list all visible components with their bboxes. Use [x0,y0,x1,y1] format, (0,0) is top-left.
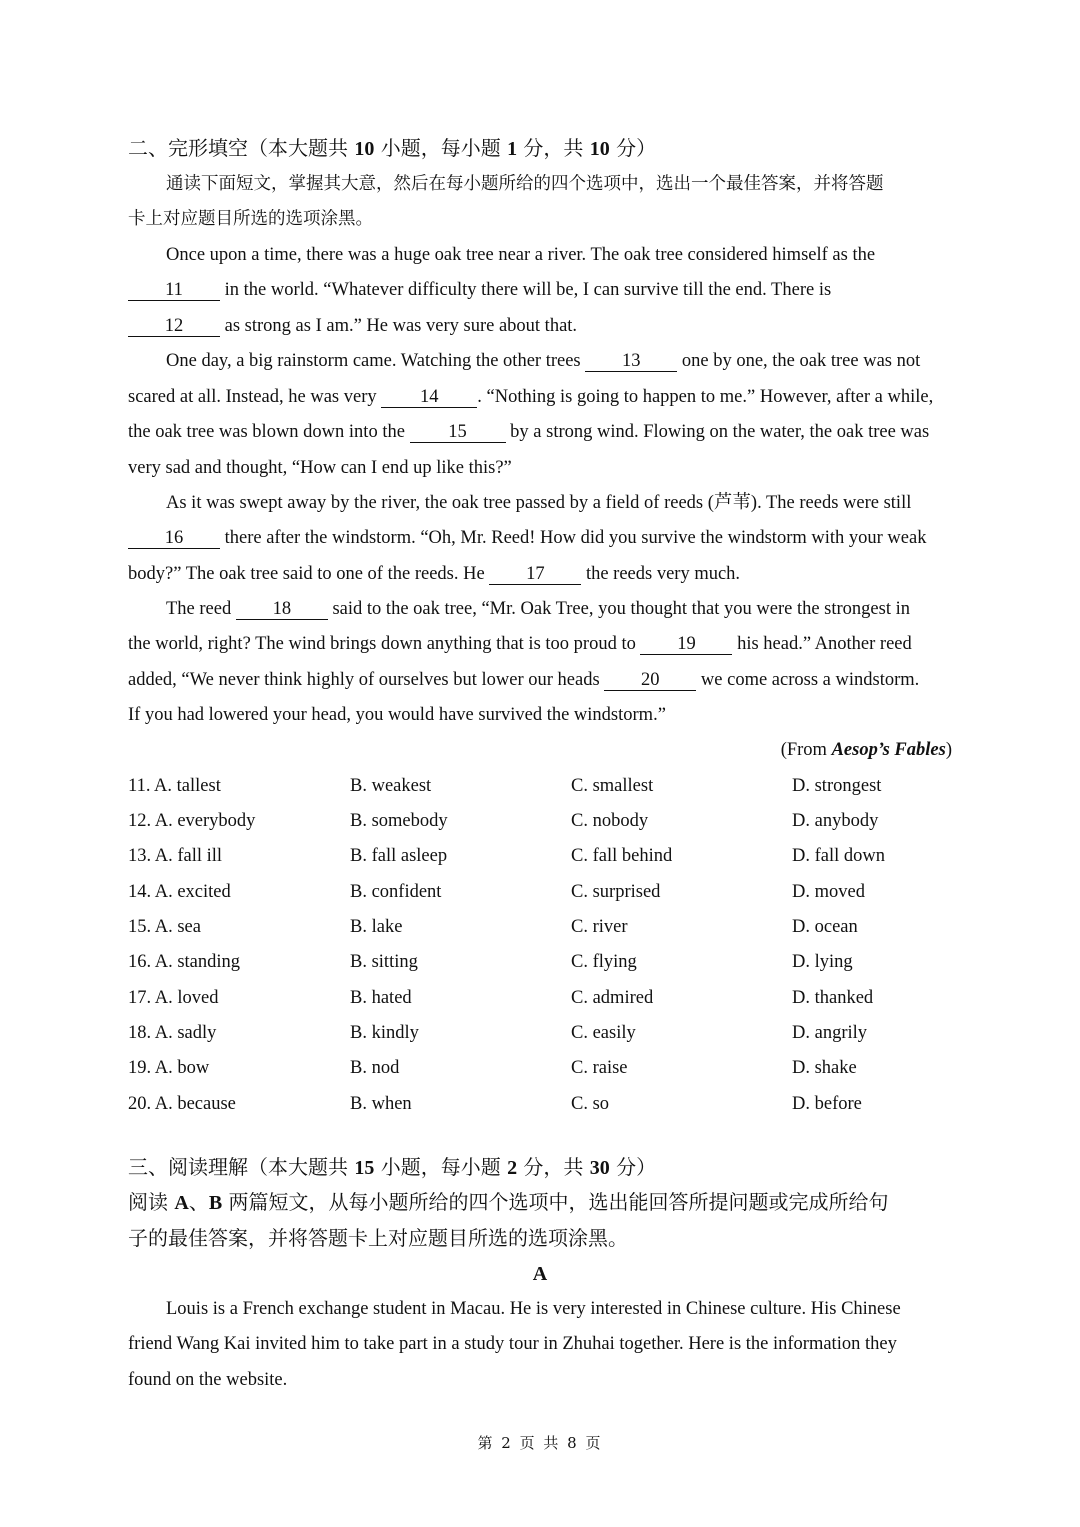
section-3-heading [128,1155,958,1180]
instruction-text: 阅读 [128,1190,175,1214]
blank-18: 18 [236,599,328,620]
passage-text: his head.” Another reed [732,634,912,654]
passage-a-line: Louis is a French exchange student in Macau. He is very interested in Chinese culture. His Chinese [166,1299,901,1319]
option-b: B. weakest [350,776,432,796]
passage-a-line: found on the website. [128,1370,288,1390]
source-text: (From [780,740,832,760]
blank-15: 15 [410,422,506,443]
option-d: D. strongest [792,776,882,796]
option-row [128,1021,958,1045]
source-title: Aesop’s Fables [831,740,946,760]
heading-text: 小题，每小题 [374,1155,508,1179]
option-d: D. ocean [792,917,858,937]
passage-a-line: friend Wang Kai invited him to take part in a study tour in Zhuhai together. Here is the information they [128,1334,897,1354]
option-b: B. kindly [350,1023,419,1043]
option-c: C. raise [571,1058,628,1078]
option-a: 14. A. excited [128,882,231,902]
option-c: C. river [571,917,628,937]
option-row [128,844,958,868]
option-b: B. lake [350,917,403,937]
heading-number: 15 [354,1157,375,1179]
section-3-instruction-line-1 [128,1190,958,1215]
option-d: D. moved [792,882,865,902]
source-text: ) [945,740,952,760]
passage-line [166,597,996,621]
instruction-letter: B [208,1192,223,1214]
heading-text: 小题，每小题 [374,136,508,160]
passage-text: as strong as I am.” He was very sure about that. [220,316,578,336]
blank-12: 12 [128,316,220,337]
option-a: 12. A. everybody [128,811,256,831]
option-b: B. somebody [350,811,448,831]
passage-text: the world, right? The wind brings down anything that is too proud to [128,634,641,654]
section-2-heading [128,136,958,161]
option-a: 13. A. fall ill [128,846,223,866]
blank-17: 17 [489,564,581,585]
passage-text: in the world. “Whatever difficulty there will be, I can survive till the end. There is [220,280,832,300]
passage-a-title: A [532,1263,548,1285]
heading-number: 2 [507,1157,518,1179]
passage-line: very sad and thought, “How can I end up like this?” [128,458,512,478]
option-a: 11. A. tallest [128,776,221,796]
blank-13: 13 [585,351,677,372]
instruction-text: 、 [188,1190,209,1214]
option-b: B. confident [350,882,442,902]
passage-text: . “Nothing is going to happen to me.” However, after a while, [477,387,934,407]
heading-number: 10 [354,138,375,160]
heading-number: 10 [589,138,610,160]
blank-14: 14 [381,387,477,408]
option-c: C. fall behind [571,846,673,866]
passage-line: If you had lowered your head, you would have survived the windstorm.” [128,705,666,725]
passage-line [128,314,958,338]
passage-line [128,632,958,656]
blank-11: 11 [128,280,220,301]
passage-line [128,385,958,409]
option-row [128,915,958,939]
heading-number: 30 [589,1157,610,1179]
instruction-text: 两篇短文，从每小题所给的四个选项中，选出能回答所提问题或完成所给句 [222,1190,889,1214]
passage-text: we come across a windstorm. [696,670,920,690]
option-c: C. easily [571,1023,636,1043]
option-d: D. fall down [792,846,885,866]
option-row [128,880,958,904]
passage-text: there after the windstorm. “Oh, Mr. Reed! How did you survive the windstorm with your weak [220,528,927,548]
heading-text: 分） [609,136,657,160]
passage-text: body?” The oak tree said to one of the reeds. He [128,564,490,584]
passage-text: said to the oak tree, “Mr. Oak Tree, you thought that you were the strongest in [327,599,910,619]
section-3-instruction-line-2: 子的最佳答案，并将答题卡上对应题目所选的选项涂黑。 [128,1226,628,1250]
option-row [128,774,958,798]
option-d: D. anybody [792,811,879,831]
passage-line: Once upon a time, there was a huge oak tree near a river. The oak tree considered himself as the [166,245,876,265]
section-2-instruction-line-2: 卡上对应题目所选的选项涂黑。 [128,209,373,229]
option-c: C. nobody [571,811,649,831]
passage-text: one by one, the oak tree was not [677,351,921,371]
passage-source [781,738,952,762]
heading-text: 分，共 [517,1155,590,1179]
blank-16: 16 [128,528,220,549]
option-row [128,950,958,974]
option-d: D. angrily [792,1023,868,1043]
option-a: 15. A. sea [128,917,201,937]
option-c: C. smallest [571,776,654,796]
passage-line [128,668,958,692]
heading-text: 分，共 [517,136,590,160]
option-row [128,1092,958,1116]
passage-line [128,420,958,444]
option-b: B. sitting [350,952,418,972]
option-a: 17. A. loved [128,988,219,1008]
option-a: 19. A. bow [128,1058,210,1078]
section-2-instruction-line-1: 通读下面短文，掌握其大意，然后在每小题所给的四个选项中，选出一个最佳答案，并将答题 [166,174,884,194]
option-row [128,809,958,833]
option-row [128,1056,958,1080]
option-b: B. when [350,1094,412,1114]
option-d: D. thanked [792,988,874,1008]
option-b: B. fall asleep [350,846,448,866]
passage-text: the reeds very much. [581,564,741,584]
option-b: B. hated [350,988,412,1008]
page-footer: 第 2 页 共 8 页 [477,1434,603,1452]
option-c: C. surprised [571,882,661,902]
passage-line [128,562,958,586]
option-a: 18. A. sadly [128,1023,217,1043]
heading-number: 1 [507,138,518,160]
heading-text: 分） [609,1155,657,1179]
option-b: B. nod [350,1058,400,1078]
passage-line: As it was swept away by the river, the oak tree passed by a field of reeds (芦苇). The reeds were still [166,493,912,513]
option-d: D. shake [792,1058,857,1078]
heading-text: 三、阅读理解（本大题共 [128,1155,355,1179]
passage-text: One day, a big rainstorm came. Watching the other trees [166,351,586,371]
blank-19: 19 [640,634,732,655]
passage-text: added, “We never think highly of ourselves but lower our heads [128,670,605,690]
passage-text: the oak tree was blown down into the [128,422,410,442]
option-d: D. lying [792,952,853,972]
option-c: C. so [571,1094,610,1114]
passage-text: by a strong wind. Flowing on the water, the oak tree was [505,422,930,442]
instruction-letter: A [174,1192,189,1214]
option-row [128,986,958,1010]
option-c: C. admired [571,988,654,1008]
passage-line [128,526,958,550]
option-d: D. before [792,1094,862,1114]
option-a: 16. A. standing [128,952,241,972]
passage-line [128,278,958,302]
option-c: C. flying [571,952,637,972]
heading-text: 二、完形填空（本大题共 [128,136,355,160]
option-a: 20. A. because [128,1094,236,1114]
blank-20: 20 [604,670,696,691]
passage-text: scared at all. Instead, he was very [128,387,382,407]
passage-text: The reed [166,599,236,619]
passage-line [166,349,996,373]
